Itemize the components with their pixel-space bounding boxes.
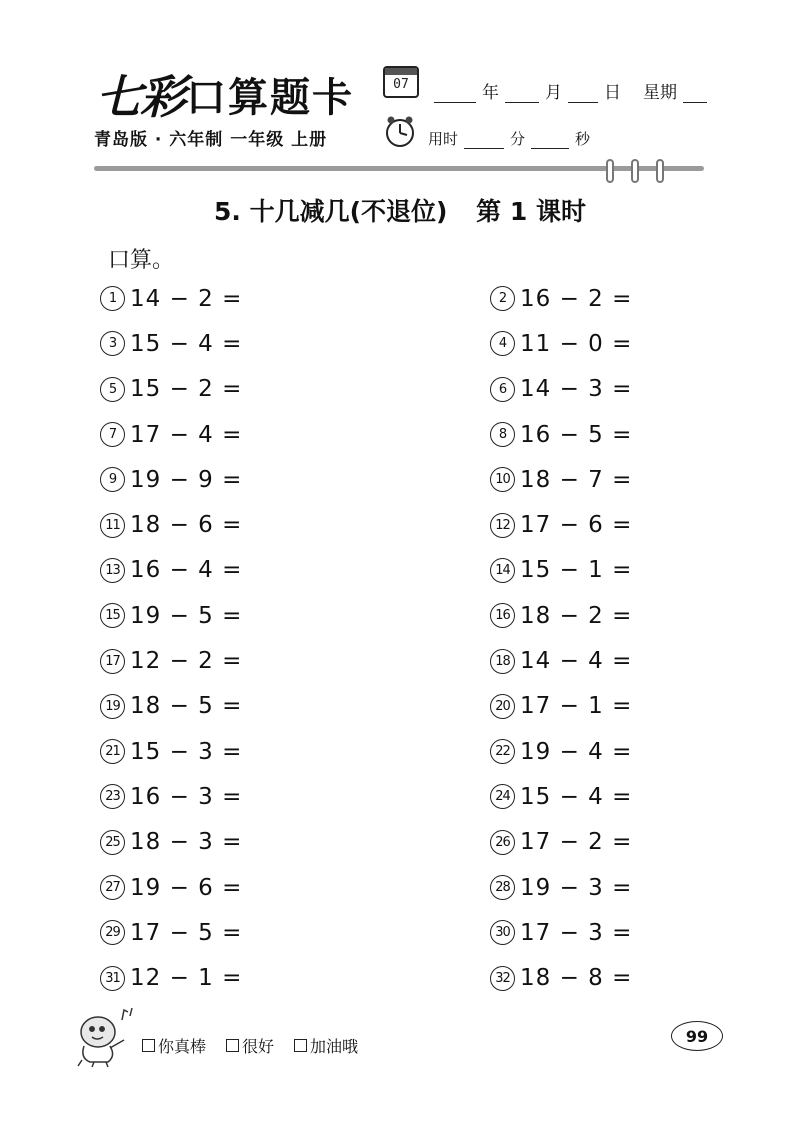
- year-blank[interactable]: [434, 84, 476, 103]
- problem-item: [100, 638, 490, 683]
- clock-icon: [383, 114, 417, 148]
- problem-item: [100, 276, 490, 321]
- problem-number: 6: [490, 377, 515, 402]
- problem-item: [100, 367, 490, 412]
- problem-item: [100, 321, 490, 366]
- lesson-title-main: 5. 十几减几(不退位): [214, 197, 448, 226]
- lesson-title: [0, 192, 800, 228]
- problem-number: 30: [490, 920, 515, 945]
- weekday-label: 星期: [643, 83, 677, 103]
- problem-number: 7: [100, 422, 125, 447]
- rating-checkbox[interactable]: [226, 1039, 239, 1052]
- brand-title-text: 口算题卡: [186, 74, 354, 121]
- problem-item: [490, 548, 660, 593]
- problem-expression: 15 − 4 =: [520, 783, 633, 810]
- problem-item: [100, 820, 490, 865]
- rating-options: [142, 1034, 358, 1057]
- problem-item: [100, 457, 490, 502]
- problem-expression: 14 − 4 =: [520, 648, 633, 675]
- problem-expression: 12 − 2 =: [130, 648, 243, 675]
- problem-expression: 19 − 6 =: [130, 874, 243, 901]
- rating-option[interactable]: [226, 1034, 274, 1057]
- problem-item: [100, 412, 490, 457]
- problem-expression: 15 − 4 =: [130, 330, 243, 357]
- problem-expression: 19 − 5 =: [130, 602, 243, 629]
- problem-number: 28: [490, 875, 515, 900]
- problem-expression: 19 − 9 =: [130, 466, 243, 493]
- problem-item: [490, 820, 660, 865]
- calendar-day: 07: [393, 77, 409, 92]
- problem-expression: 12 − 1 =: [130, 965, 243, 992]
- problem-number: 3: [100, 331, 125, 356]
- problem-item: [100, 684, 490, 729]
- day-label: 日: [604, 83, 621, 103]
- problem-number: 8: [490, 422, 515, 447]
- problem-item: [490, 276, 660, 321]
- minutes-label: 分: [510, 130, 526, 148]
- month-blank[interactable]: [505, 84, 539, 103]
- rating-label: 你真棒: [158, 1037, 207, 1056]
- problem-number: 20: [490, 694, 515, 719]
- seconds-label: 秒: [575, 130, 591, 148]
- problem-expression: 17 − 6 =: [520, 512, 633, 539]
- problem-expression: 16 − 5 =: [520, 421, 633, 448]
- problem-number: 32: [490, 966, 515, 991]
- problem-item: [490, 774, 660, 819]
- problem-number: 11: [100, 513, 125, 538]
- lesson-period: 第 1 课时: [476, 197, 586, 226]
- problem-item: [490, 684, 660, 729]
- brand-qi-text: 七彩: [96, 70, 184, 124]
- problem-number: 12: [490, 513, 515, 538]
- problem-expression: 15 − 3 =: [130, 738, 243, 765]
- problem-number: 25: [100, 830, 125, 855]
- problem-expression: 17 − 3 =: [520, 919, 633, 946]
- problem-number: 18: [490, 649, 515, 674]
- problem-item: [100, 955, 490, 1000]
- problem-grid: [100, 276, 660, 992]
- problem-item: [490, 502, 660, 547]
- problem-item: [490, 412, 660, 457]
- page-number: 99: [671, 1021, 723, 1051]
- problem-number: 22: [490, 739, 515, 764]
- rating-option[interactable]: [294, 1034, 358, 1057]
- rating-option[interactable]: [142, 1034, 206, 1057]
- problem-expression: 19 − 3 =: [520, 874, 633, 901]
- rating-label: 加油哦: [310, 1037, 359, 1056]
- problem-item: [490, 865, 660, 910]
- problem-number: 27: [100, 875, 125, 900]
- problem-number: 4: [490, 331, 515, 356]
- problem-item: [100, 593, 490, 638]
- problem-expression: 14 − 2 =: [130, 285, 243, 312]
- problem-item: [490, 321, 660, 366]
- problem-item: [100, 502, 490, 547]
- problem-expression: 16 − 2 =: [520, 285, 633, 312]
- seconds-blank[interactable]: [531, 130, 569, 149]
- problem-number: 1: [100, 286, 125, 311]
- day-blank[interactable]: [568, 84, 598, 103]
- problem-expression: 18 − 3 =: [130, 829, 243, 856]
- problem-expression: 18 − 6 =: [130, 512, 243, 539]
- month-label: 月: [545, 83, 562, 103]
- problem-item: [100, 729, 490, 774]
- problem-number: 29: [100, 920, 125, 945]
- problem-expression: 17 − 5 =: [130, 919, 243, 946]
- instruction: 口算。: [108, 248, 175, 273]
- problem-number: 21: [100, 739, 125, 764]
- time-used-label: 用时: [428, 130, 459, 148]
- edition-label: 青岛版 · 六年制 一年级 上册: [94, 130, 328, 150]
- problem-number: 14: [490, 558, 515, 583]
- calendar-icon: [383, 66, 419, 98]
- problem-number: 19: [100, 694, 125, 719]
- problem-item: [100, 865, 490, 910]
- binder-rings-icon: [600, 158, 670, 184]
- brand-logo: [96, 66, 354, 122]
- problem-item: [490, 729, 660, 774]
- problem-expression: 16 − 3 =: [130, 783, 243, 810]
- problem-item: [100, 774, 490, 819]
- year-label: 年: [482, 83, 499, 103]
- problem-item: [490, 593, 660, 638]
- problem-number: 5: [100, 377, 125, 402]
- problem-item: [490, 638, 660, 683]
- problem-item: [100, 548, 490, 593]
- problem-number: 9: [100, 467, 125, 492]
- rating-label: 很好: [242, 1037, 275, 1056]
- problem-item: [490, 457, 660, 502]
- problem-expression: 17 − 1 =: [520, 693, 633, 720]
- problem-number: 2: [490, 286, 515, 311]
- date-fill-line: [428, 78, 713, 103]
- problem-number: 26: [490, 830, 515, 855]
- mascot-icon: [70, 1002, 140, 1068]
- problem-number: 23: [100, 784, 125, 809]
- problem-item: [490, 367, 660, 412]
- problem-expression: 18 − 8 =: [520, 965, 633, 992]
- time-fill-line: [428, 128, 590, 149]
- problem-expression: 17 − 2 =: [520, 829, 633, 856]
- problem-expression: 18 − 7 =: [520, 466, 633, 493]
- problem-item: [490, 910, 660, 955]
- problem-expression: 19 − 4 =: [520, 738, 633, 765]
- rating-checkbox[interactable]: [294, 1039, 307, 1052]
- minutes-blank[interactable]: [464, 130, 504, 149]
- problem-expression: 18 − 2 =: [520, 602, 633, 629]
- problem-item: [100, 910, 490, 955]
- problem-number: 31: [100, 966, 125, 991]
- problem-number: 16: [490, 603, 515, 628]
- problem-expression: 15 − 1 =: [520, 557, 633, 584]
- problem-number: 15: [100, 603, 125, 628]
- problem-number: 13: [100, 558, 125, 583]
- problem-expression: 14 − 3 =: [520, 376, 633, 403]
- problem-item: [490, 955, 660, 1000]
- problem-number: 17: [100, 649, 125, 674]
- problem-expression: 18 − 5 =: [130, 693, 243, 720]
- problem-expression: 11 − 0 =: [520, 330, 633, 357]
- problem-number: 10: [490, 467, 515, 492]
- rating-checkbox[interactable]: [142, 1039, 155, 1052]
- problem-expression: 15 − 2 =: [130, 376, 243, 403]
- problem-expression: 16 − 4 =: [130, 557, 243, 584]
- weekday-blank[interactable]: [683, 84, 707, 103]
- problem-expression: 17 − 4 =: [130, 421, 243, 448]
- problem-number: 24: [490, 784, 515, 809]
